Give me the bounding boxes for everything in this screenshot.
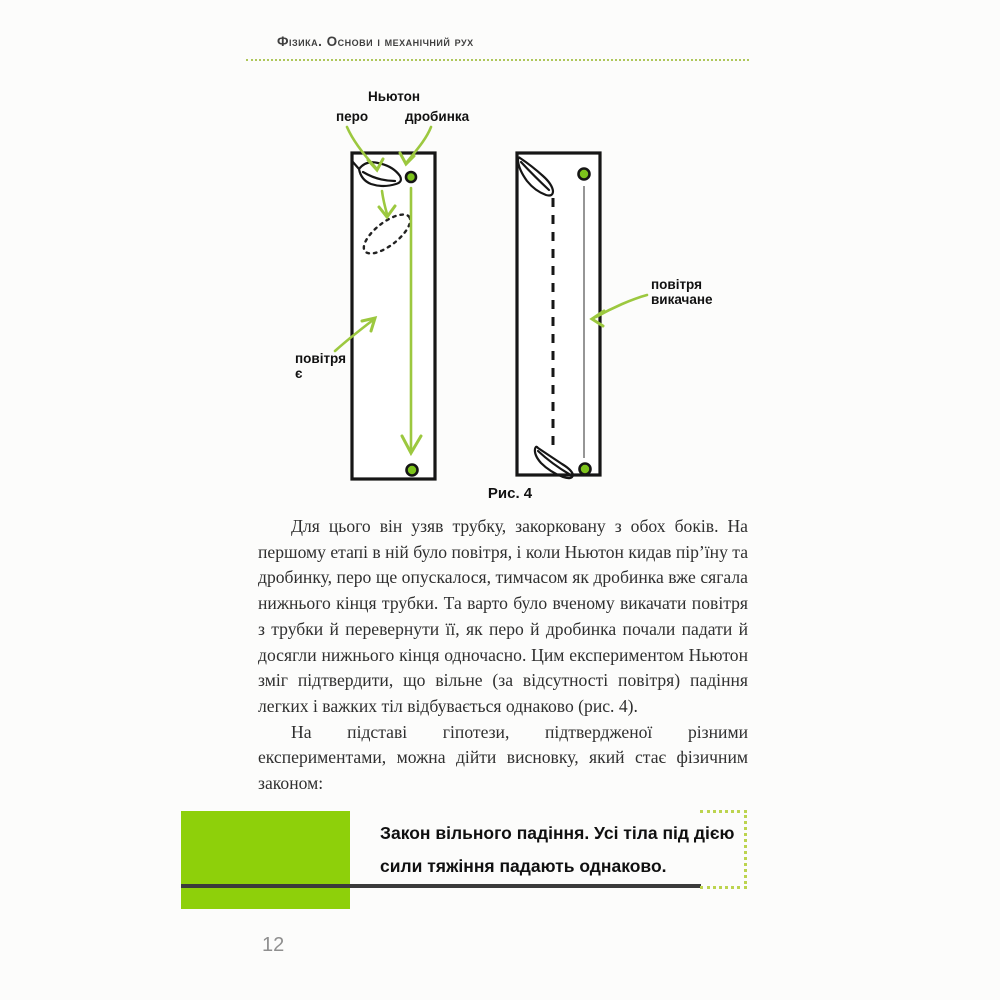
figure-label-air-present-line1: повітря (295, 351, 347, 366)
arrow-air-removed (596, 295, 647, 317)
figure-label-air-removed-line2: викачане (651, 292, 713, 307)
figure-label-air-present (295, 351, 346, 381)
pellet-dot-top (579, 169, 590, 180)
body-text (258, 514, 748, 797)
paragraph: На підставі гіпотези, підтвердженої різними експериментами, можна дійти висновку, який стає фізичним законом: (258, 721, 748, 794)
callout-horizontal-rule (181, 884, 701, 888)
figure-label-air-present-line2: є (295, 366, 303, 381)
tube-outline (517, 153, 600, 475)
law-statement: Закон вільного падіння. Усі тіла під дією сили тяжіння падають однаково. (380, 823, 735, 876)
pellet-dot-bottom (407, 465, 418, 476)
paragraph: Для цього він узяв трубку, закорковану з обох боків. На першому етапі в ній було повітря, і коли Ньютон кидав пір’їну та дробинку, перо ще опускалося, тимчасом як дробинка вже сягала нижнього кінця трубки. Та варто було вченому викачати повітря з трубки й перевернути її, як перо й дробинка почали падати й досягли нижнього кінця одночасно. Цим експериментом Ньютон зміг підтвердити, що вільне (за відсутності повітря) падіння легких і важких тіл відбувається однаково (рис. 4). (258, 516, 748, 716)
figure-label-feather: перо (336, 109, 369, 124)
tube-outline (352, 153, 435, 479)
figure-label-pellet: дробинка (405, 109, 470, 124)
figure-label-air-removed-line1: повітря (651, 277, 703, 292)
tube-vacuum (517, 153, 647, 478)
page-number: 12 (262, 934, 285, 956)
figure-label-air-removed (651, 277, 713, 307)
running-head-title: Фізика. Основи і механічний рух (277, 34, 474, 49)
figure-label-newton: Ньютон (368, 89, 421, 104)
figure-caption: Рис. 4 (487, 485, 533, 502)
pellet-dot-top (406, 172, 416, 182)
header-dotted-divider (246, 59, 749, 61)
callout-green-block (181, 811, 350, 909)
pellet-dot-bottom (580, 464, 591, 475)
tube-with-air (335, 127, 435, 479)
